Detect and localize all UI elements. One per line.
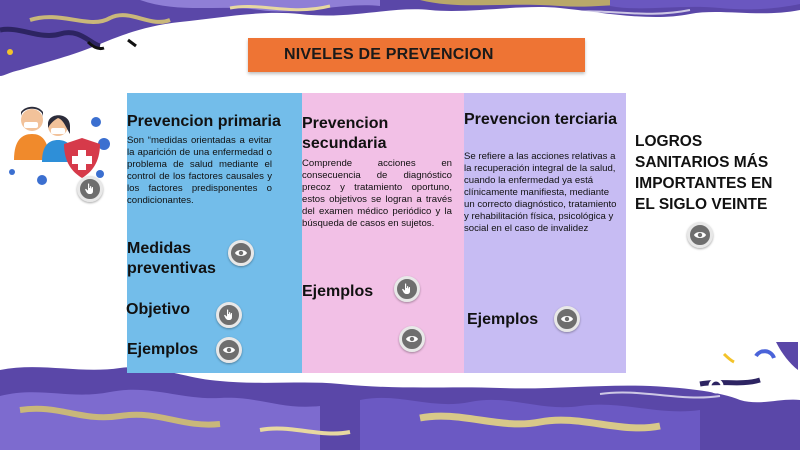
secundaria-description: Comprende acciones en consecuencia de diagnóstico precoz y tratamiento oportuno, estos objetivos se logran a través del examen médico periódico y la búsqueda de casos en sujetos. <box>302 158 452 229</box>
logros-view-button[interactable] <box>687 222 713 248</box>
logros-heading: LOGROS SANITARIOS MÁS IMPORTANTES EN EL SIGLO VEINTE <box>635 133 773 213</box>
column-prevencion-secundaria <box>302 93 464 373</box>
health-illustration <box>8 100 118 195</box>
eye-icon <box>405 334 419 344</box>
primaria-ejemplos-view-button[interactable] <box>216 337 242 363</box>
objetivo-touch-button[interactable] <box>216 302 242 328</box>
page-title: NIVELES DE PREVENCION <box>248 38 585 72</box>
primaria-objetivo-label: Objetivo <box>126 301 191 318</box>
terciaria-title: Prevencion terciaria <box>464 111 617 128</box>
column-prevencion-primaria <box>127 93 302 373</box>
primaria-medidas-label: Medidas preventivas <box>127 240 216 277</box>
secundaria-ejemplos-label: Ejemplos <box>302 283 374 300</box>
secundaria-title: Prevencion secundaria <box>302 115 389 152</box>
eye-icon <box>693 230 707 240</box>
primaria-ejemplos-label: Ejemplos <box>127 341 199 358</box>
terciaria-ejemplos-view-button[interactable] <box>554 306 580 332</box>
eye-icon <box>222 345 236 355</box>
eye-icon <box>234 248 248 258</box>
primaria-title: Prevencion primaria <box>127 113 281 130</box>
hand-pointer-icon <box>223 309 235 321</box>
primaria-description: Son “medidas orientadas a evitar la aparición de una enfermedad o problema de salud mediante el control de los factores causales y los factores predisponentes o condicionantes. <box>127 135 272 206</box>
hand-pointer-icon <box>84 183 96 195</box>
illustration-touch-button[interactable] <box>77 176 103 202</box>
secundaria-ejemplos-touch-button[interactable] <box>394 276 420 302</box>
column-prevencion-terciaria <box>464 93 626 373</box>
medidas-preventivas-view-button[interactable] <box>228 240 254 266</box>
terciaria-description: Se refiere a las acciones relativas a la recuperación integral de la salud, cuando la enfermedad ya está clínicamente manifiesta, mediante un correcto diagnóstico, tratamiento y rehabilitación física, psicológica y social en el caso de invalidez <box>464 151 617 234</box>
hand-pointer-icon <box>401 283 413 295</box>
secundaria-view-button[interactable] <box>399 326 425 352</box>
terciaria-ejemplos-label: Ejemplos <box>467 311 539 328</box>
eye-icon <box>560 314 574 324</box>
